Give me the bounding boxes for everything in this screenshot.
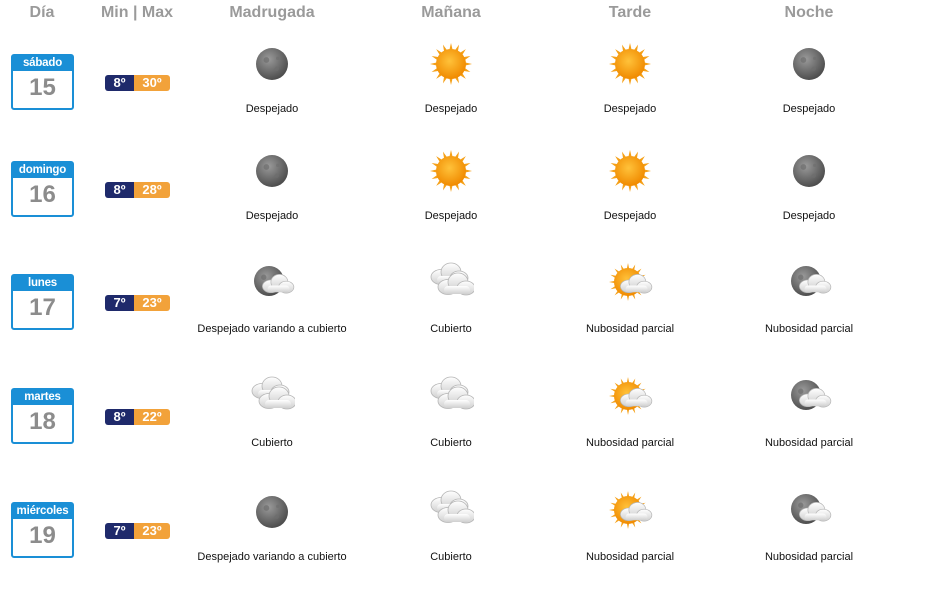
day-number: 16 [29,181,56,208]
day-calendar [11,161,74,217]
temperature-range [105,75,170,91]
moon-icon [729,41,889,87]
condition-label: Despejado [782,210,836,222]
temp-min: 8º [105,182,134,198]
condition-label: Despejado [245,210,299,222]
period-forecast [371,148,531,223]
period-forecast [192,41,352,116]
day-number: 15 [29,74,56,101]
condition-label: Nubosidad parcial [585,437,675,449]
period-forecast [192,261,352,336]
period-forecast [550,148,710,223]
cloud-icon [192,375,352,421]
period-forecast [192,375,352,450]
period-forecast [729,41,889,116]
condition-label: Nubosidad parcial [585,323,675,335]
temperature-range [105,523,170,539]
condition-label: Cubierto [430,551,472,563]
day-name: sábado [13,56,72,71]
temp-max: 30º [134,75,170,91]
moon-cloud-icon [729,375,889,421]
condition-label: Despejado [603,210,657,222]
sun-icon [371,148,531,194]
sun-cloud-icon [550,261,710,307]
condition-label: Nubosidad parcial [764,551,854,563]
period-forecast [371,261,531,336]
day-number: 19 [29,522,56,549]
forecast-row [0,502,930,612]
moon-icon [192,148,352,194]
temp-min: 8º [105,409,134,425]
moon-cloud-icon [729,489,889,535]
moon-cloud-icon [192,261,352,307]
cloud-icon [371,489,531,535]
period-forecast [371,375,531,450]
period-forecast [729,261,889,336]
day-calendar [11,388,74,444]
condition-label: Nubosidad parcial [764,323,854,335]
day-name: domingo [13,163,72,178]
condition-label: Cubierto [251,437,293,449]
cloud-icon [371,261,531,307]
header-manana: Mañana [421,4,481,21]
day-calendar [11,502,74,558]
temp-max: 23º [134,523,170,539]
temp-max: 23º [134,295,170,311]
period-forecast [192,489,352,564]
condition-label: Despejado [245,103,299,115]
day-calendar [11,54,74,110]
condition-label: Nubosidad parcial [764,437,854,449]
temperature-range [105,295,170,311]
period-forecast [192,148,352,223]
day-calendar [11,274,74,330]
day-name: martes [13,390,72,405]
period-forecast [550,41,710,116]
day-name: lunes [13,276,72,291]
day-name: miércoles [13,504,72,519]
forecast-row [0,274,930,384]
cloud-icon [371,375,531,421]
moon-icon [729,148,889,194]
condition-label: Despejado [603,103,657,115]
header-dia: Día [29,4,55,21]
condition-label: Despejado variando a cubierto [197,551,347,563]
forecast-row [0,161,930,271]
temp-max: 28º [134,182,170,198]
temperature-range [105,182,170,198]
moon-icon [192,489,352,535]
forecast-row [0,388,930,498]
period-forecast [550,489,710,564]
day-number: 17 [29,294,56,321]
condition-label: Nubosidad parcial [585,551,675,563]
period-forecast [371,489,531,564]
condition-label: Despejado [782,103,836,115]
period-forecast [371,41,531,116]
temperature-range [105,409,170,425]
period-forecast [550,261,710,336]
sun-icon [550,41,710,87]
header-min-max: Min | Max [100,4,174,21]
period-forecast [550,375,710,450]
temp-min: 8º [105,75,134,91]
day-number: 18 [29,408,56,435]
header-madrugada: Madrugada [229,4,315,21]
temp-max: 22º [134,409,170,425]
sun-icon [550,148,710,194]
condition-label: Cubierto [430,323,472,335]
moon-cloud-icon [729,261,889,307]
moon-icon [192,41,352,87]
sun-icon [371,41,531,87]
condition-label: Despejado [424,103,478,115]
header-noche: Noche [784,4,834,21]
condition-label: Cubierto [430,437,472,449]
temp-min: 7º [105,295,134,311]
sun-cloud-icon [550,375,710,421]
header-tarde: Tarde [608,4,652,21]
condition-label: Despejado variando a cubierto [197,323,347,335]
temp-min: 7º [105,523,134,539]
period-forecast [729,148,889,223]
period-forecast [729,489,889,564]
sun-cloud-icon [550,489,710,535]
period-forecast [729,375,889,450]
condition-label: Despejado [424,210,478,222]
